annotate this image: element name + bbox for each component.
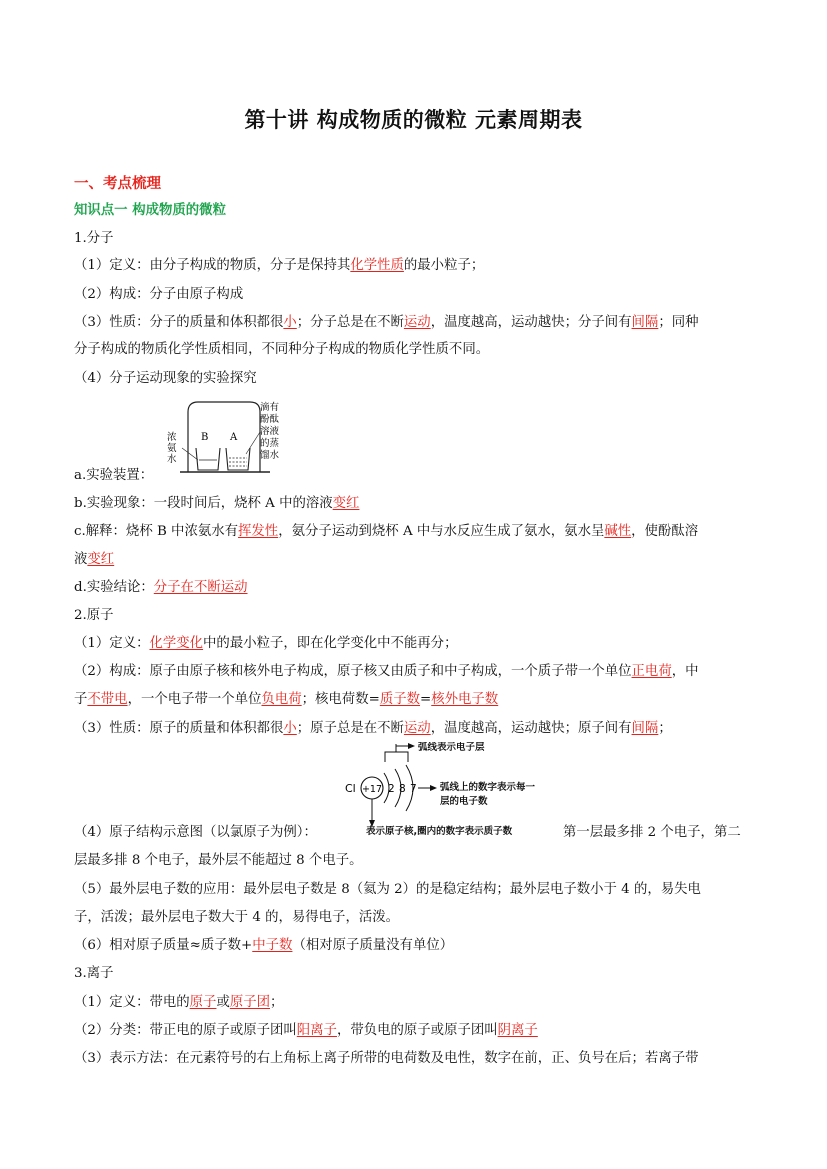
note-shell-numbers-2: 层的电子数 [440,796,488,807]
outer-electrons-application-cont: 子，活泼；最外层电子数大于 4 的，易得电子，活泼。 [74,910,400,925]
ammonia-label-2: 氨 [167,443,177,454]
answer-blank: 核外电子数 [431,692,499,707]
ion-definition: （1）定义：带电的原子或原子团； [74,995,284,1010]
answer-blank: 变红 [332,496,360,511]
ion-heading: 3.离子 [74,966,114,981]
answer-blank: 原子团 [229,995,270,1010]
atom-composition-cont: 子不带电，一个电子带一个单位负电荷；核电荷数=质子数=核外电子数 [74,692,499,707]
molecule-heading: 1.分子 [74,231,114,246]
shell-2-count: 8 [399,783,406,795]
phenol-label-1: 滴有 [260,402,280,413]
knowledge-point-heading: 知识点一 构成物质的微粒 [74,203,226,218]
phenol-label-3: 溶液 [260,426,280,437]
shell-3-count: 7 [410,783,417,795]
molecule-properties-cont: 分子构成的物质化学性质相同，不同种分子构成的物质化学性质不同。 [74,342,490,357]
experiment-phenomenon: b.实验现象：一段时间后，烧杯 A 中的溶液变红 [74,496,360,511]
phenol-label-5: 馏水 [260,450,280,461]
experiment-conclusion: d.实验结论：分子在不断运动 [74,580,248,595]
answer-blank: 阴离子 [497,1023,538,1038]
answer-blank: 负电荷 [261,692,302,707]
note-shell-numbers-1: 弧线上的数字表示每一 [440,782,536,793]
molecule-composition: （2）构成：分子由原子构成 [74,287,244,302]
nucleus-charge: +17 [361,784,383,795]
answer-blank: 变红 [87,552,115,567]
answer-blank: 间隔 [631,315,659,330]
beaker-a-label: A [230,432,238,443]
phenol-label-4: 的蒸 [260,438,280,449]
atom-structure-label: （4）原子结构示意图（以氯原子为例）： [74,825,317,840]
ion-classification: （2）分类：带正电的原子或原子团叫阳离子，带负电的原子或原子团叫阴离子 [74,1023,538,1038]
answer-blank: 小 [283,721,297,736]
answer-blank: 挥发性 [238,524,279,539]
molecule-properties: （3）性质：分子的质量和体积都很小；分子总是在不断运动，温度越高，运动越快；分子间有间隔；同种 [74,315,699,330]
shell-1-count: 2 [388,783,395,795]
chlorine-atom-structure-figure [338,742,560,838]
atom-structure-text: 第一层最多排 2 个电子，第二 [563,825,741,840]
molecule-experiment-heading: （4）分子运动现象的实验探究 [74,371,257,386]
beaker-b-label: B [201,432,209,443]
answer-blank: 碱性 [604,524,632,539]
answer-blank: 化学性质 [350,258,404,273]
answer-blank: 间隔 [631,721,659,736]
atom-composition: （2）构成：原子由原子核和核外电子构成，原子核又由质子和中子构成，一个质子带一个单位正电荷，中 [74,664,699,679]
answer-blank: 运动 [403,315,431,330]
answer-blank: 分子在不断运动 [153,580,248,595]
note-electron-shell: 弧线表示电子层 [418,742,485,753]
element-symbol: Cl [345,782,356,795]
answer-blank: 中子数 [252,938,293,953]
answer-blank: 原子 [189,995,217,1010]
ammonia-label-3: 水 [167,454,177,465]
atom-structure-text-cont: 层最多排 8 个电子，最外层不能超过 8 个电子。 [74,853,363,868]
ammonia-label-1: 浓 [167,432,177,443]
ion-representation: （3）表示方法：在元素符号的右上角标上离子所带的电荷数及电性，数字在前，正、负号在后；若离子带 [74,1051,699,1066]
answer-blank: 化学变化 [149,636,204,651]
answer-blank: 运动 [403,721,431,736]
answer-blank: 质子数 [379,692,420,707]
outer-electrons-application: （5）最外层电子数的应用：最外层电子数是 8（氦为 2）的是稳定结构；最外层电子数小于 4 的，易失电 [74,882,701,897]
atom-definition: （1）定义：化学变化中的最小粒子，即在化学变化中不能再分； [74,636,458,651]
molecule-definition: （1）定义：由分子构成的物质，分子是保持其化学性质的最小粒子； [74,258,485,273]
atom-properties: （3）性质：原子的质量和体积都很小；原子总是在不断运动，温度越高，运动越快；原子间有间隔； [74,721,672,736]
answer-blank: 小 [283,315,297,330]
experiment-explanation: c.解释：烧杯 B 中浓氨水有挥发性，氨分子运动到烧杯 A 中与水反应生成了氨水，氨水呈碱性，使酚酞溶 [74,524,699,539]
experiment-apparatus-figure [160,398,300,476]
atom-heading: 2.原子 [74,608,114,623]
note-nucleus: 表示原子核,圈内的数字表示质子数 [366,826,513,837]
answer-blank: 正电荷 [631,664,672,679]
relative-atomic-mass: （6）相对原子质量≈质子数+中子数（相对原子质量没有单位） [74,938,454,953]
apparatus-label: a.实验装置： [74,468,154,483]
answer-blank: 不带电 [87,692,128,707]
section-heading: 一、考点梳理 [74,176,161,192]
experiment-explanation-cont: 液变红 [74,552,115,567]
page-title: 第十讲 构成物质的微粒 元素周期表 [244,108,583,132]
phenol-label-2: 酚酞 [260,414,280,425]
answer-blank: 阳离子 [296,1023,337,1038]
